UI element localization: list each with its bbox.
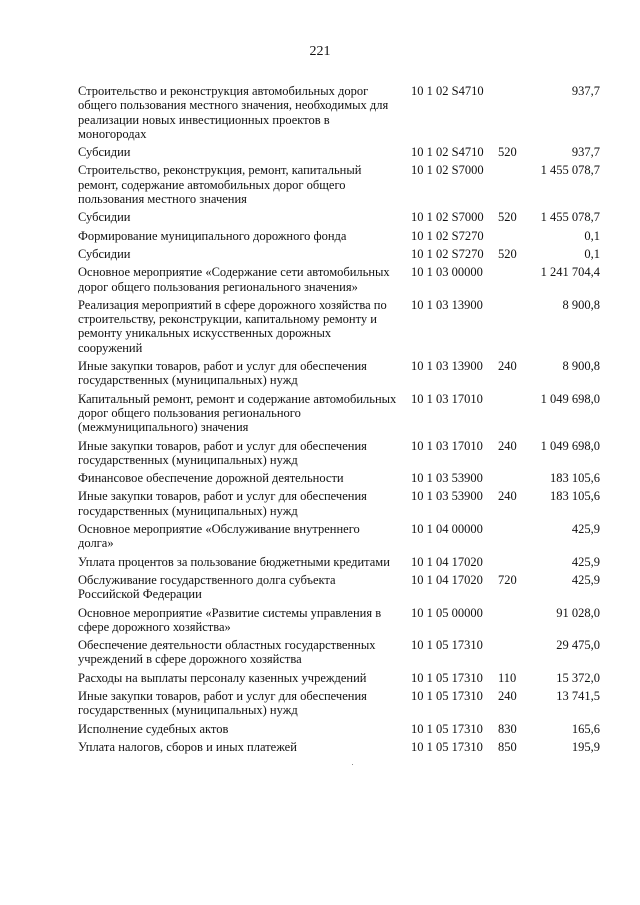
row-amount: 183 105,6 bbox=[550, 471, 600, 486]
row-code: 10 1 04 00000 bbox=[411, 522, 483, 537]
row-code: 10 1 04 17020 bbox=[411, 572, 483, 587]
row-code: 10 1 05 17310 bbox=[411, 739, 483, 754]
page-number: 221 bbox=[309, 44, 331, 59]
table-row bbox=[78, 439, 604, 468]
row-code: 10 1 02 S7000 bbox=[411, 210, 484, 225]
row-code: 10 1 03 13900 bbox=[411, 359, 483, 374]
budget-table bbox=[78, 84, 604, 758]
row-amount: 8 900,8 bbox=[562, 297, 600, 312]
row-code: 10 1 03 53900 bbox=[411, 471, 483, 486]
row-name: Основное мероприятие «Обслуживание внутреннего долга» bbox=[78, 522, 360, 551]
row-code: 10 1 02 S4710 bbox=[411, 145, 484, 160]
row-amount: 0,1 bbox=[584, 228, 600, 243]
table-row bbox=[78, 392, 604, 435]
table-row bbox=[78, 689, 604, 718]
row-amount: 1 049 698,0 bbox=[540, 391, 600, 406]
row-amount: 425,9 bbox=[571, 554, 600, 569]
table-row bbox=[78, 555, 604, 569]
row-name: Основное мероприятие «Развитие системы управления в сфере дорожного хозяйства» bbox=[78, 605, 382, 634]
table-row bbox=[78, 210, 604, 224]
table-row bbox=[78, 489, 604, 518]
row-amount: 1 241 704,4 bbox=[540, 265, 600, 280]
row-amount: 1 049 698,0 bbox=[540, 438, 600, 453]
row-name: Субсидии bbox=[78, 246, 131, 261]
table-row bbox=[78, 265, 604, 294]
row-expense-type: 520 bbox=[498, 210, 517, 225]
row-expense-type: 240 bbox=[498, 438, 517, 453]
row-code: 10 1 05 00000 bbox=[411, 605, 483, 620]
table-row bbox=[78, 522, 604, 551]
row-code: 10 1 03 53900 bbox=[411, 489, 483, 504]
row-code: 10 1 02 S7270 bbox=[411, 228, 484, 243]
row-expense-type: 240 bbox=[498, 359, 517, 374]
row-code: 10 1 05 17310 bbox=[411, 638, 483, 653]
table-row bbox=[78, 471, 604, 485]
row-name: Строительство и реконструкция автомобильных дорог общего пользования местного значения, необходимых для реализации новых инвестиционных проектов в моногородах bbox=[78, 84, 389, 141]
table-row bbox=[78, 229, 604, 243]
row-code: 10 1 03 17010 bbox=[411, 391, 483, 406]
table-row bbox=[78, 247, 604, 261]
row-code: 10 1 03 00000 bbox=[411, 265, 483, 280]
table-row bbox=[78, 722, 604, 736]
row-name: Субсидии bbox=[78, 145, 131, 160]
row-expense-type: 240 bbox=[498, 489, 517, 504]
row-name: Формирование муниципального дорожного фонда bbox=[78, 228, 347, 243]
row-amount: 1 455 078,7 bbox=[540, 163, 600, 178]
row-amount: 15 372,0 bbox=[556, 670, 600, 685]
row-expense-type: 520 bbox=[498, 145, 517, 160]
row-amount: 13 741,5 bbox=[556, 688, 600, 703]
table-row bbox=[78, 606, 604, 635]
row-name: Строительство, реконструкция, ремонт, капитальный ремонт, содержание автомобильных дорог общего пользования местного значения bbox=[78, 163, 362, 207]
table-row bbox=[78, 145, 604, 159]
table-row bbox=[78, 359, 604, 388]
row-amount: 1 455 078,7 bbox=[540, 210, 600, 225]
row-code: 10 1 05 17310 bbox=[411, 688, 483, 703]
table-row bbox=[78, 84, 604, 141]
row-amount: 8 900,8 bbox=[562, 359, 600, 374]
row-expense-type: 110 bbox=[498, 670, 517, 685]
row-expense-type: 850 bbox=[498, 739, 517, 754]
table-row bbox=[78, 638, 604, 667]
row-name: Иные закупки товаров, работ и услуг для обеспечения государственных (муниципальных) нужд bbox=[78, 489, 367, 518]
row-expense-type: 240 bbox=[498, 688, 517, 703]
scan-speck bbox=[352, 764, 353, 765]
row-amount: 937,7 bbox=[571, 145, 600, 160]
row-expense-type: 520 bbox=[498, 246, 517, 261]
row-code: 10 1 05 17310 bbox=[411, 670, 483, 685]
row-amount: 165,6 bbox=[571, 721, 600, 736]
table-row bbox=[78, 740, 604, 754]
row-expense-type: 830 bbox=[498, 721, 517, 736]
row-name: Обеспечение деятельности областных государственных учреждений в сфере дорожного хозяйства bbox=[78, 638, 376, 667]
row-amount: 195,9 bbox=[571, 739, 600, 754]
row-code: 10 1 04 17020 bbox=[411, 554, 483, 569]
row-amount: 425,9 bbox=[571, 522, 600, 537]
row-name: Субсидии bbox=[78, 210, 131, 225]
row-name: Исполнение судебных актов bbox=[78, 721, 229, 736]
row-amount: 0,1 bbox=[584, 246, 600, 261]
table-row bbox=[78, 573, 604, 602]
row-name: Обслуживание государственного долга субъекта Российской Федерации bbox=[78, 572, 336, 602]
row-amount: 183 105,6 bbox=[550, 489, 600, 504]
row-name: Реализация мероприятий в сфере дорожного хозяйства по строительству, реконструкции, капитальному ремонту и ремонту уникальных искусственных дорожных сооружений bbox=[78, 297, 387, 355]
row-code: 10 1 03 13900 bbox=[411, 297, 483, 312]
row-expense-type: 720 bbox=[498, 572, 517, 587]
row-amount: 937,7 bbox=[571, 84, 600, 98]
row-code: 10 1 02 S7270 bbox=[411, 246, 484, 261]
row-name: Основное мероприятие «Содержание сети автомобильных дорог общего пользования регионального значения» bbox=[78, 265, 390, 294]
row-name: Расходы на выплаты персоналу казенных учреждений bbox=[78, 670, 367, 685]
row-code: 10 1 03 17010 bbox=[411, 438, 483, 453]
row-name: Уплата налогов, сборов и иных платежей bbox=[78, 739, 297, 754]
table-row bbox=[78, 163, 604, 206]
row-amount: 425,9 bbox=[571, 572, 600, 587]
row-name: Иные закупки товаров, работ и услуг для обеспечения государственных (муниципальных) нужд bbox=[78, 359, 367, 388]
row-code: 10 1 02 S4710 bbox=[411, 84, 484, 98]
row-code: 10 1 05 17310 bbox=[411, 721, 483, 736]
table-row bbox=[78, 671, 604, 685]
row-name: Иные закупки товаров, работ и услуг для обеспечения государственных (муниципальных) нужд bbox=[78, 438, 367, 467]
row-name: Капитальный ремонт, ремонт и содержание автомобильных дорог общего пользования регионального (межмуниципального) значения bbox=[78, 391, 397, 435]
row-name: Финансовое обеспечение дорожной деятельности bbox=[78, 471, 344, 486]
row-name: Уплата процентов за пользование бюджетными кредитами bbox=[78, 554, 390, 569]
row-code: 10 1 02 S7000 bbox=[411, 163, 484, 178]
row-amount: 91 028,0 bbox=[556, 605, 600, 620]
row-amount: 29 475,0 bbox=[556, 638, 600, 653]
row-name: Иные закупки товаров, работ и услуг для обеспечения государственных (муниципальных) нужд bbox=[78, 688, 367, 718]
table-row bbox=[78, 298, 604, 355]
